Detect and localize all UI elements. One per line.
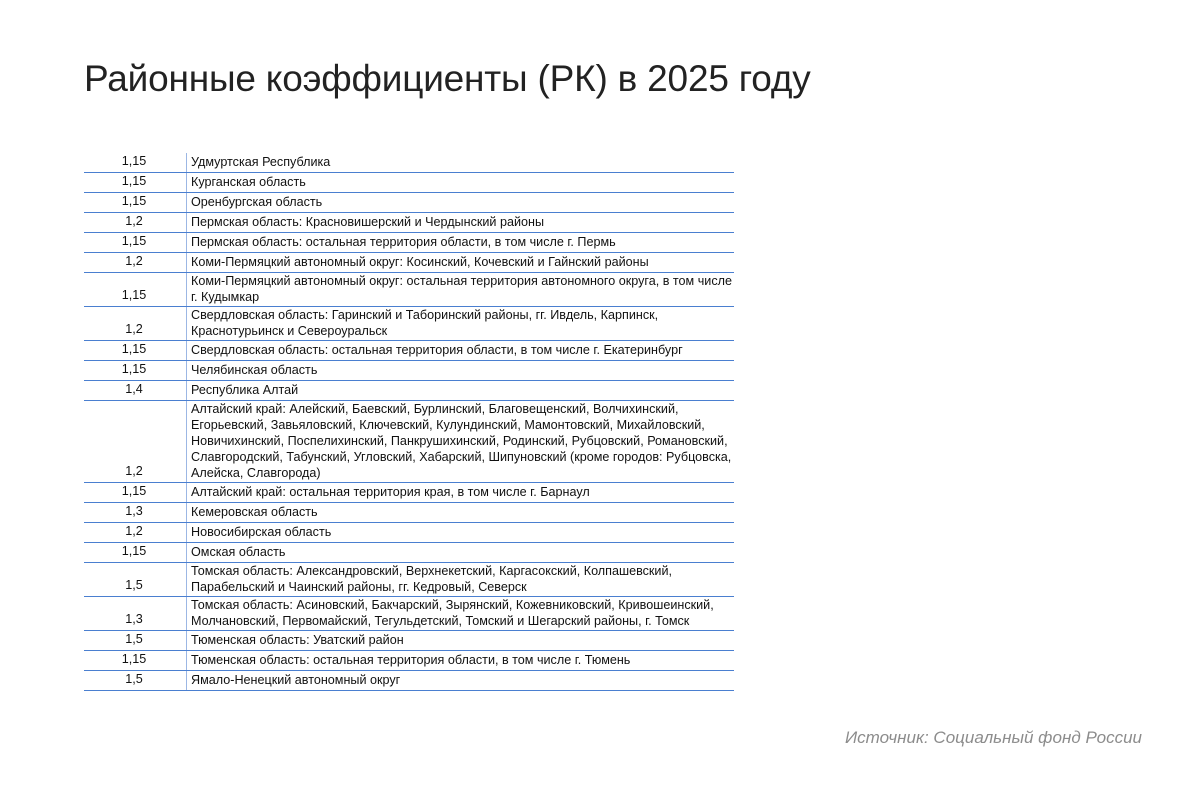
coefficient-cell: 1,3: [84, 503, 187, 523]
page-title: Районные коэффициенты (РК) в 2025 году: [84, 58, 811, 99]
table-row: [84, 193, 734, 213]
region-cell: Курганская область: [187, 173, 735, 193]
table-row: [84, 253, 734, 273]
coefficient-cell: 1,5: [84, 563, 187, 597]
region-cell: Новосибирская область: [187, 523, 735, 543]
coefficients-table-body: [84, 153, 734, 691]
region-cell: Тюменская область: Уватский район: [187, 631, 735, 651]
region-cell: Коми-Пермяцкий автономный округ: Косинский, Кочевский и Гайнский районы: [187, 253, 735, 273]
coefficients-table: [84, 153, 734, 691]
table-row: [84, 173, 734, 193]
region-cell: Тюменская область: остальная территория области, в том числе г. Тюмень: [187, 651, 735, 671]
coefficient-cell: 1,15: [84, 651, 187, 671]
table-row: [84, 401, 734, 483]
coefficient-cell: 1,15: [84, 273, 187, 307]
table-row: [84, 543, 734, 563]
table-row: [84, 483, 734, 503]
region-cell: Коми-Пермяцкий автономный округ: остальная территория автономного округа, в том числе г. Кудымкар: [187, 273, 735, 307]
coefficient-cell: 1,3: [84, 597, 187, 631]
coefficient-cell: 1,15: [84, 361, 187, 381]
region-cell: Республика Алтай: [187, 381, 735, 401]
coefficient-cell: 1,15: [84, 341, 187, 361]
region-cell: Пермская область: остальная территория области, в том числе г. Пермь: [187, 233, 735, 253]
table-row: [84, 307, 734, 341]
table-row: [84, 273, 734, 307]
coefficient-cell: 1,15: [84, 173, 187, 193]
table-row: [84, 153, 734, 173]
coefficient-cell: 1,2: [84, 253, 187, 273]
table-row: [84, 341, 734, 361]
coefficient-cell: 1,4: [84, 381, 187, 401]
coefficient-cell: 1,5: [84, 631, 187, 651]
region-cell: Свердловская область: Гаринский и Таборинский районы, гг. Ивдель, Карпинск, Краснотурьинск и Североуральск: [187, 307, 735, 341]
table-row: [84, 381, 734, 401]
table-row: [84, 523, 734, 543]
table-row: [84, 213, 734, 233]
coefficient-cell: 1,15: [84, 233, 187, 253]
region-cell: Пермская область: Красновишерский и Чердынский районы: [187, 213, 735, 233]
table-row: [84, 597, 734, 631]
coefficient-cell: 1,2: [84, 213, 187, 233]
table-row: [84, 563, 734, 597]
coefficient-cell: 1,5: [84, 671, 187, 691]
region-cell: Омская область: [187, 543, 735, 563]
region-cell: Оренбургская область: [187, 193, 735, 213]
region-cell: Удмуртская Республика: [187, 153, 735, 173]
table-row: [84, 361, 734, 381]
coefficient-cell: 1,2: [84, 523, 187, 543]
region-cell: Свердловская область: остальная территория области, в том числе г. Екатеринбург: [187, 341, 735, 361]
region-cell: Томская область: Александровский, Верхнекетский, Каргасокский, Колпашевский, Парабельский и Чаинский районы, гг. Кедровый, Северск: [187, 563, 735, 597]
coefficient-cell: 1,15: [84, 153, 187, 173]
coefficient-cell: 1,2: [84, 307, 187, 341]
coefficient-cell: 1,15: [84, 483, 187, 503]
coefficient-cell: 1,15: [84, 543, 187, 563]
region-cell: Челябинская область: [187, 361, 735, 381]
table-row: [84, 651, 734, 671]
table-row: [84, 233, 734, 253]
table-row: [84, 631, 734, 651]
region-cell: Ямало-Ненецкий автономный округ: [187, 671, 735, 691]
region-cell: Алтайский край: остальная территория края, в том числе г. Барнаул: [187, 483, 735, 503]
table-row: [84, 671, 734, 691]
region-cell: Алтайский край: Алейский, Баевский, Бурлинский, Благовещенский, Волчихинский, Егорьевский, Завьяловский, Ключевский, Кулундинский, Мамонтовский, Михайловский, Новичихинский, Поспелихинский, Панкрушихинский, Родинский, Рубцовский, Романовский, Славгородский, Табунский, Угловский, Хабарский, Шипуновский (кроме городов: Рубцовска, Алейска, Славгорода): [187, 401, 735, 483]
region-cell: Кемеровская область: [187, 503, 735, 523]
region-cell: Томская область: Асиновский, Бакчарский, Зырянский, Кожевниковский, Кривошеинский, Молчановский, Первомайский, Тегульдетский, Томский и Шегарский районы, г. Томск: [187, 597, 735, 631]
coefficient-cell: 1,2: [84, 401, 187, 483]
coefficient-cell: 1,15: [84, 193, 187, 213]
source-note: Источник: Социальный фонд России: [845, 728, 1142, 747]
table-row: [84, 503, 734, 523]
